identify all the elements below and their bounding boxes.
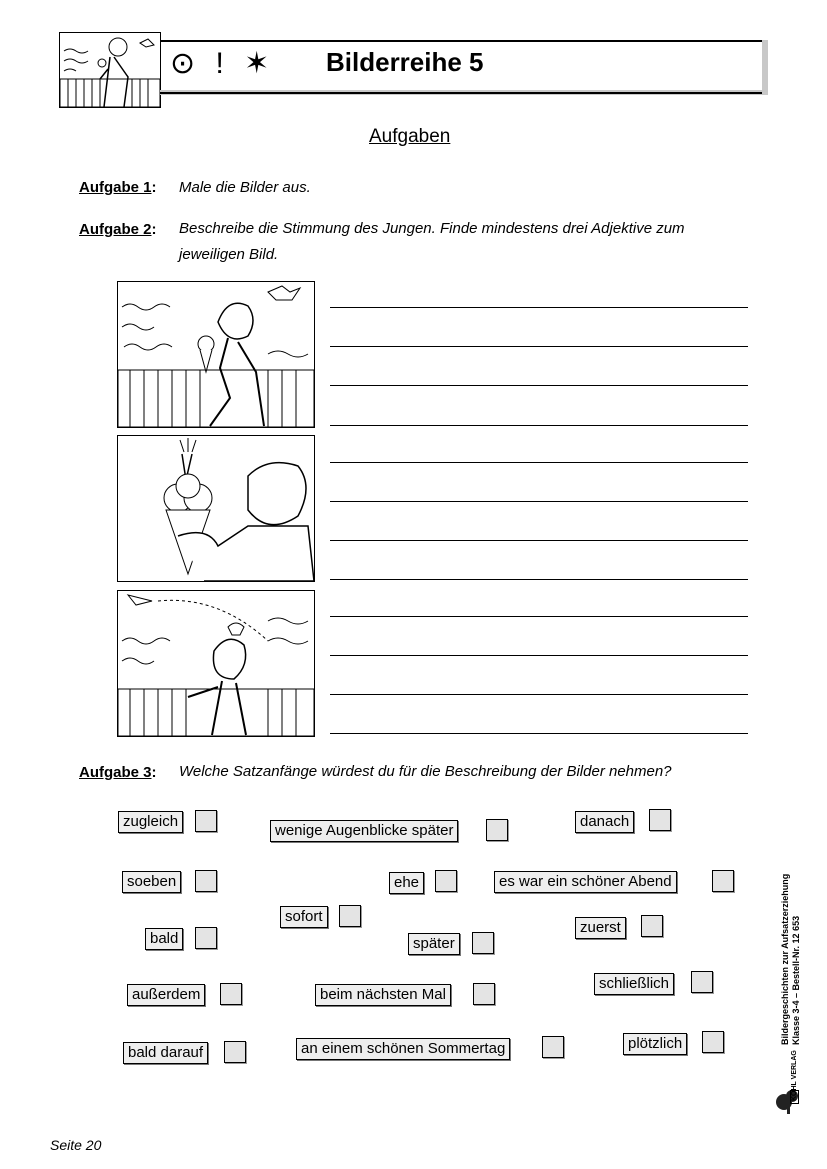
word-checkbox[interactable] (195, 810, 217, 832)
writing-line[interactable] (330, 307, 748, 308)
word-option: später (408, 933, 460, 955)
writing-line[interactable] (330, 579, 748, 580)
word-checkbox[interactable] (712, 870, 734, 892)
word-checkbox[interactable] (473, 983, 495, 1005)
picture-panel-3 (117, 590, 315, 737)
writing-line[interactable] (330, 501, 748, 502)
word-option: zugleich (118, 811, 183, 833)
picture-panel-2 (117, 435, 315, 582)
word-option: schließlich (594, 973, 674, 995)
word-option: es war ein schöner Abend (494, 871, 677, 893)
word-option: sofort (280, 906, 328, 928)
task-3-text: Welche Satzanfänge würdest du für die Beschreibung der Bilder nehmen? (179, 763, 672, 780)
publisher-name (790, 1046, 804, 1106)
task-2-text-line1: Beschreibe die Stimmung des Jungen. Finde mindestens drei Adjektive zum (179, 220, 685, 237)
writing-line[interactable] (330, 540, 748, 541)
word-checkbox[interactable] (542, 1036, 564, 1058)
word-checkbox[interactable] (224, 1041, 246, 1063)
word-checkbox[interactable] (691, 971, 713, 993)
publisher-label: KOHL VERLAG (790, 1090, 799, 1104)
word-option: an einem schönen Sommertag (296, 1038, 510, 1060)
task-2-label: Aufgabe 2: (79, 221, 157, 238)
word-option: zuerst (575, 917, 626, 939)
sidebar-line-2: Klasse 3-4 – Bestell-Nr. 12 653 (791, 915, 801, 1045)
word-option: plötzlich (623, 1033, 687, 1055)
word-checkbox[interactable] (339, 905, 361, 927)
picture-panel-1 (117, 281, 315, 428)
word-checkbox[interactable] (641, 915, 663, 937)
task-1-text: Male die Bilder aus. (179, 179, 311, 196)
word-checkbox[interactable] (649, 809, 671, 831)
writing-line[interactable] (330, 733, 748, 734)
word-option: bald darauf (123, 1042, 208, 1064)
header-symbols: ⊙ ! ✶ (170, 47, 276, 80)
writing-line[interactable] (330, 694, 748, 695)
page-title: Bilderreihe 5 (326, 47, 484, 77)
word-option: danach (575, 811, 634, 833)
header-shadow (762, 40, 768, 94)
word-checkbox[interactable] (435, 870, 457, 892)
word-option: ehe (389, 872, 424, 894)
word-option: beim nächsten Mal (315, 984, 451, 1006)
task-1-label: Aufgabe 1: (79, 179, 157, 196)
word-option: wenige Augenblicke später (270, 820, 458, 842)
writing-line[interactable] (330, 385, 748, 386)
task-2-text-line2: jeweiligen Bild. (179, 246, 279, 263)
word-checkbox[interactable] (195, 927, 217, 949)
task-3-label: Aufgabe 3: (79, 764, 157, 781)
section-heading: Aufgaben (369, 126, 451, 147)
word-checkbox[interactable] (702, 1031, 724, 1053)
writing-line[interactable] (330, 655, 748, 656)
writing-line[interactable] (330, 462, 748, 463)
writing-line[interactable] (330, 616, 748, 617)
word-option: außerdem (127, 984, 205, 1006)
word-checkbox[interactable] (472, 932, 494, 954)
sidebar-text (780, 874, 802, 1045)
writing-line[interactable] (330, 346, 748, 347)
word-checkbox[interactable] (486, 819, 508, 841)
word-option: soeben (122, 871, 181, 893)
word-checkbox[interactable] (220, 983, 242, 1005)
word-option: bald (145, 928, 183, 950)
page-number: Seite 20 (50, 1137, 102, 1153)
sidebar-line-1: Bildergeschichten zur Aufsatzerziehung (780, 873, 790, 1045)
header-thumbnail-image (59, 32, 161, 108)
writing-line[interactable] (330, 425, 748, 426)
word-checkbox[interactable] (195, 870, 217, 892)
